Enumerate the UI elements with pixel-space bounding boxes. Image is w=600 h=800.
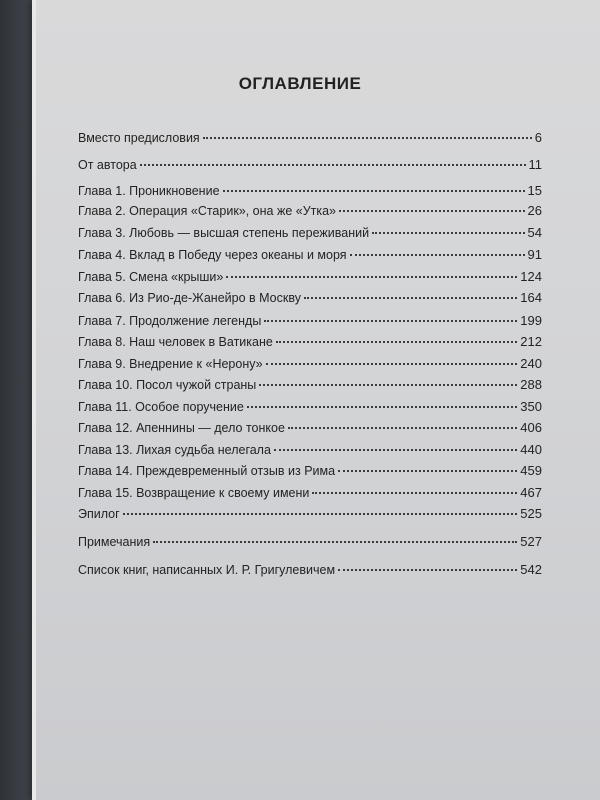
- toc-entry-page: 199: [520, 313, 542, 328]
- toc-entry-page: 288: [520, 377, 542, 392]
- toc-entry-label: Глава 14. Преждевременный отзыв из Рима: [78, 464, 336, 478]
- dot-leader: [276, 341, 517, 343]
- toc-entry: [78, 485, 542, 505]
- toc-entry-page: 542: [520, 562, 542, 577]
- dot-leader: [312, 492, 517, 494]
- toc-entry: [78, 247, 542, 267]
- toc-entry-page: 164: [520, 290, 542, 305]
- toc-entry-label: Глава 15. Возвращение к своему имени: [78, 486, 310, 500]
- dot-leader: [266, 363, 518, 365]
- toc-entry: [78, 562, 542, 582]
- toc-entry-label: Глава 1. Проникновение: [78, 184, 220, 198]
- toc-entry: [78, 506, 542, 526]
- toc-entry-page: 15: [527, 183, 542, 198]
- dot-leader: [338, 569, 517, 571]
- dot-leader: [259, 384, 517, 386]
- dot-leader: [203, 137, 532, 139]
- dot-leader: [339, 210, 525, 212]
- toc-entry: [78, 225, 542, 245]
- toc-entry: [78, 203, 542, 223]
- toc-entry-label: Глава 6. Из Рио-де-Жанейро в Москву: [78, 291, 301, 305]
- toc-entry: [78, 334, 542, 354]
- dot-leader: [247, 406, 517, 408]
- dot-leader: [338, 470, 517, 472]
- dot-leader: [372, 232, 524, 234]
- toc-entry-label: Примечания: [78, 535, 151, 549]
- dot-leader: [264, 320, 517, 322]
- dot-leader: [226, 276, 517, 278]
- toc-entry: [78, 420, 542, 440]
- dot-leader: [350, 254, 525, 256]
- toc-entry-label: Глава 9. Внедрение к «Нерону»: [78, 357, 263, 371]
- toc-entry-label: Эпилог: [78, 507, 120, 521]
- dot-leader: [140, 164, 526, 166]
- toc-entry: [78, 534, 542, 554]
- toc-entry-label: Глава 11. Особое поручение: [78, 400, 244, 414]
- toc-entry: [78, 399, 542, 419]
- page-edge: [32, 0, 36, 800]
- toc-entry-label: Глава 2. Операция «Старик», она же «Утка»: [78, 204, 337, 218]
- toc-entry-page: 240: [520, 356, 542, 371]
- toc-entry-page: 124: [520, 269, 542, 284]
- toc-entry-label: От автора: [78, 158, 137, 172]
- page-title: ОГЛАВЛЕНИЕ: [238, 74, 362, 93]
- toc-entry-page: 406: [520, 420, 542, 435]
- toc-entry-page: 527: [520, 534, 542, 549]
- dot-leader: [274, 449, 517, 451]
- dot-leader: [123, 513, 518, 515]
- toc-entry: [78, 313, 542, 333]
- toc-entry-label: Глава 12. Апеннины — дело тонкое: [78, 421, 285, 435]
- toc-entry-label: Вместо предисловия: [78, 131, 200, 145]
- toc-entry: [78, 463, 542, 483]
- toc-entry-label: Глава 3. Любовь — высшая степень переживаний: [78, 226, 370, 240]
- toc-entry-label: Список книг, написанных И. Р. Григулевичем: [78, 563, 336, 577]
- toc-entry-label: Глава 13. Лихая судьба нелегала: [78, 443, 271, 457]
- toc-entry-page: 350: [520, 399, 542, 414]
- toc-entry-page: 212: [520, 334, 542, 349]
- dot-leader: [304, 297, 517, 299]
- toc-entry-label: Глава 4. Вклад в Победу через океаны и моря: [78, 248, 347, 262]
- toc-entry-page: 467: [520, 485, 542, 500]
- toc-entry: [78, 130, 542, 150]
- toc-entry: [78, 356, 542, 376]
- toc-entry: [78, 290, 542, 310]
- toc-entry: [78, 183, 542, 203]
- toc-entry-page: 525: [520, 506, 542, 521]
- toc-entry-page: 459: [520, 463, 542, 478]
- toc-entry: [78, 442, 542, 462]
- toc-entry: [78, 157, 542, 177]
- toc-entry-page: 91: [527, 247, 542, 262]
- toc-entry-page: 54: [527, 225, 542, 240]
- toc-entry-page: 11: [528, 157, 542, 172]
- toc-entry-page: 440: [520, 442, 542, 457]
- toc-entry-label: Глава 5. Смена «крыши»: [78, 270, 224, 284]
- toc-entry-label: Глава 10. Посол чужой страны: [78, 378, 257, 392]
- dot-leader: [223, 190, 525, 192]
- toc-entry-label: Глава 8. Наш человек в Ватикане: [78, 335, 273, 349]
- table-of-contents: [78, 0, 542, 800]
- toc-entry-page: 26: [527, 203, 542, 218]
- dot-leader: [288, 427, 517, 429]
- toc-entry: [78, 269, 542, 289]
- toc-entry: [78, 377, 542, 397]
- toc-entry-page: 6: [534, 130, 542, 145]
- dot-leader: [153, 541, 517, 543]
- toc-entry-label: Глава 7. Продолжение легенды: [78, 314, 262, 328]
